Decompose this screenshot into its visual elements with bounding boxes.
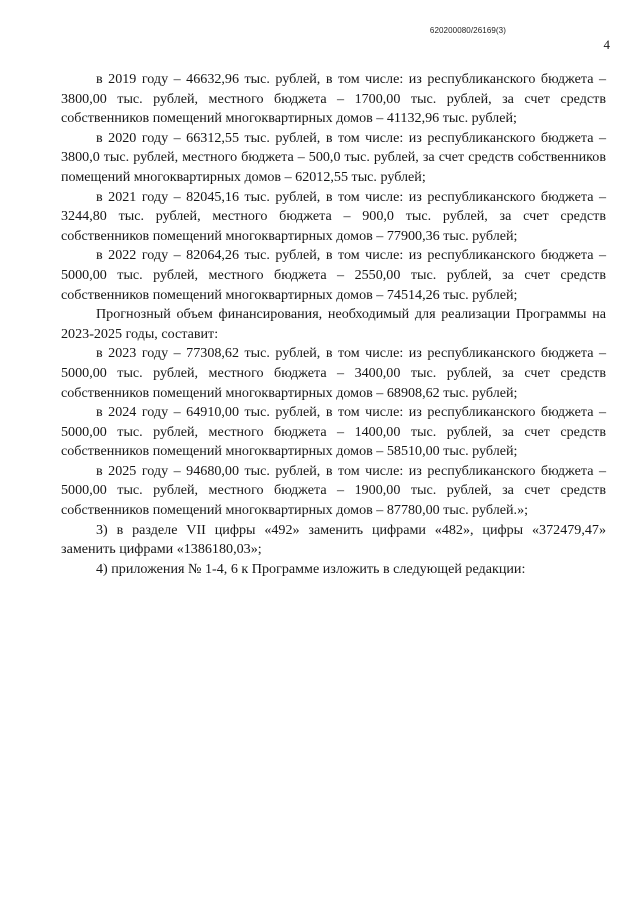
page-number: 4 xyxy=(603,37,610,52)
paragraph-2020-funding: в 2020 году – 66312,55 тыс. рублей, в том числе: из республиканского бюджета – 3800,0 тыс. рублей, местного бюджета – 500,0 тыс. рублей, за счет средств собственников помещений многоквартирных домов – 62012,55 тыс. рублей; xyxy=(61,129,606,185)
paragraph-2024-funding: в 2024 году – 64910,00 тыс. рублей, в том числе: из республиканского бюджета – 5000,00 тыс. рублей, местного бюджета – 1400,00 тыс. рублей, за счет средств собственников помещений многоквартирных домов – 58510,00 тыс. рублей; xyxy=(61,404,606,460)
document-body xyxy=(61,70,606,579)
paragraph-amendment-appendices: 4) приложения № 1-4, 6 к Программе изложить в следующей редакции: xyxy=(96,560,526,577)
paragraph-amendment-section-7: 3) в разделе VII цифры «492» заменить цифрами «482», цифры «372479,47» заменить цифрами «1386180,03»; xyxy=(61,521,606,558)
paragraph-2022-funding: в 2022 году – 82064,26 тыс. рублей, в том числе: из республиканского бюджета – 5000,00 тыс. рублей, местного бюджета – 2550,00 тыс. рублей, за счет средств собственников помещений многоквартирных домов – 74514,26 тыс. рублей; xyxy=(61,247,606,303)
paragraph-2019-funding: в 2019 году – 46632,96 тыс. рублей, в том числе: из республиканского бюджета – 3800,00 тыс. рублей, местного бюджета – 1700,00 тыс. рублей, за счет средств собственников помещений многоквартирных домов – 41132,96 тыс. рублей; xyxy=(61,71,606,127)
paragraph-forecast-intro: Прогнозный объем финансирования, необходимый для реализации Программы на 2023-2025 годы, составит: xyxy=(61,306,606,342)
paragraph-2023-funding: в 2023 году – 77308,62 тыс. рублей, в том числе: из республиканского бюджета – 5000,00 тыс. рублей, местного бюджета – 3400,00 тыс. рублей, за счет средств собственников помещений многоквартирных домов – 68908,62 тыс. рублей; xyxy=(61,345,606,401)
document-registration-code: 620200080/26169(3) xyxy=(429,26,506,35)
paragraph-2025-funding: в 2025 году – 94680,00 тыс. рублей, в том числе: из республиканского бюджета – 5000,00 тыс. рублей, местного бюджета – 1900,00 тыс. рублей, за счет средств собственников помещений многоквартирных домов – 87780,00 тыс. рублей.»; xyxy=(61,462,606,519)
paragraph-2021-funding: в 2021 году – 82045,16 тыс. рублей, в том числе: из республиканского бюджета – 3244,80 тыс. рублей, местного бюджета – 900,0 тыс. рублей, за счет средств собственников помещений многоквартирных домов – 77900,36 тыс. рублей; xyxy=(61,188,606,244)
